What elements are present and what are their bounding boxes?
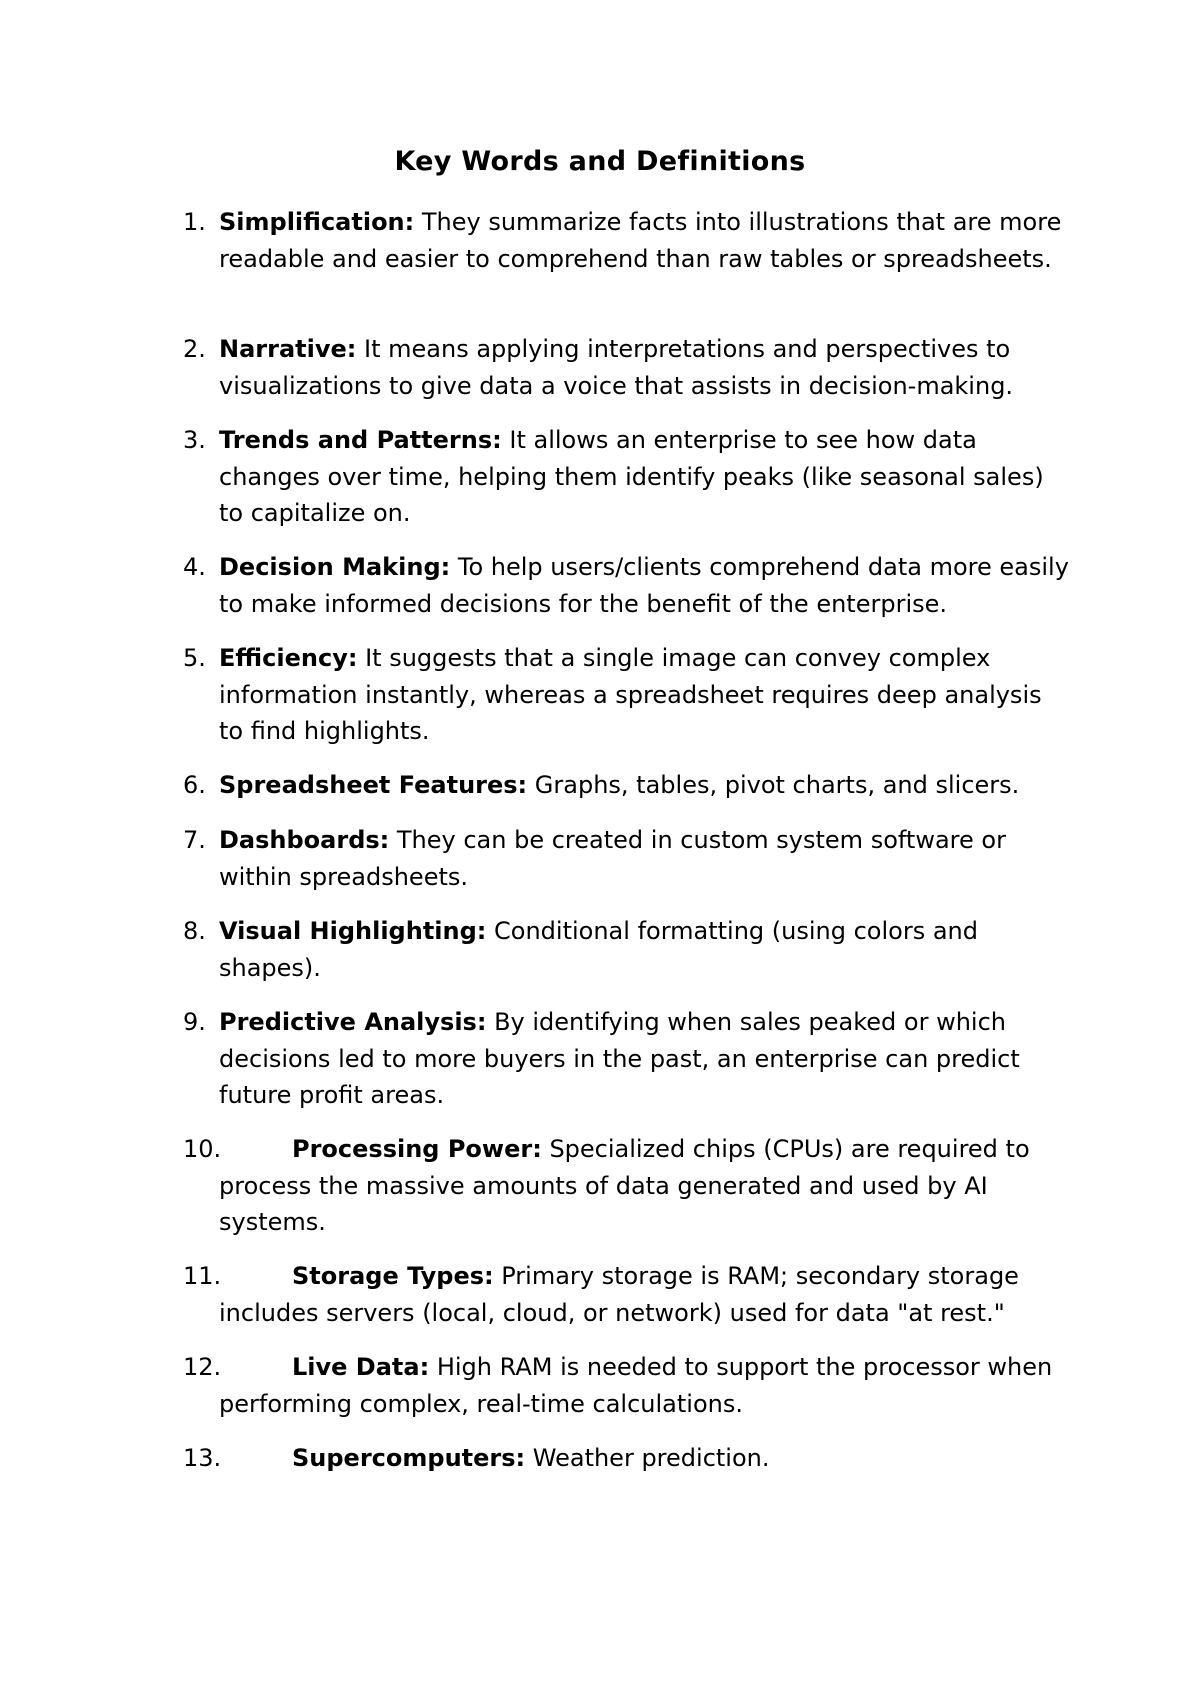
item-term: Visual Highlighting:: [219, 917, 487, 945]
item-definition: They summarize facts into illustrations that are more readable and easier to comprehend than raw tables or spreadsheets.: [219, 208, 1062, 273]
item-number: 1.: [183, 208, 206, 236]
item-number: 5.: [183, 644, 206, 672]
item-number: 13.: [183, 1444, 222, 1472]
item-term: Spreadsheet Features:: [219, 771, 528, 799]
item-number: 3.: [183, 426, 206, 454]
item-term: Efficiency:: [219, 644, 358, 672]
item-term: Simplification:: [219, 208, 415, 236]
item-term: Processing Power:: [292, 1135, 542, 1163]
item-definition: Graphs, tables, pivot charts, and slicers.: [534, 771, 1020, 799]
item-body: [219, 549, 1069, 622]
item-number: 2.: [183, 335, 206, 363]
item-definition: They can be created in custom system software or within spreadsheets.: [219, 826, 1006, 891]
document-title: Key Words and Definitions: [394, 146, 806, 177]
item-body: [219, 913, 1069, 986]
item-definition: High RAM is needed to support the processor when performing complex, real-time calculations.: [219, 1353, 1053, 1418]
item-number: 8.: [183, 917, 206, 945]
item-term: Trends and Patterns:: [219, 426, 502, 454]
item-body: [219, 1131, 1069, 1241]
item-number: 10.: [183, 1135, 222, 1163]
item-definition: It suggests that a single image can convey complex information instantly, whereas a spreadsheet requires deep analysis to find highlights.: [219, 644, 1042, 745]
item-body: [219, 1349, 1069, 1422]
item-body: [219, 204, 1069, 277]
item-term: Decision Making:: [219, 553, 451, 581]
item-definition: It allows an enterprise to see how data changes over time, helping them identify peaks (like seasonal sales) to capitalize on.: [219, 426, 1044, 527]
item-term: Live Data:: [292, 1353, 430, 1381]
item-number: 9.: [183, 1008, 206, 1036]
item-number: 6.: [183, 771, 206, 799]
item-body: [219, 640, 1069, 750]
item-term: Supercomputers:: [292, 1444, 526, 1472]
item-term: Predictive Analysis:: [219, 1008, 487, 1036]
item-term: Storage Types:: [292, 1262, 494, 1290]
item-body: [219, 331, 1069, 404]
item-number: 7.: [183, 826, 206, 854]
item-definition: To help users/clients comprehend data more easily to make informed decisions for the benefit of the enterprise.: [219, 553, 1069, 618]
item-body: [219, 1258, 1069, 1331]
item-definition: By identifying when sales peaked or which decisions led to more buyers in the past, an enterprise can predict future profit areas.: [219, 1008, 1020, 1109]
item-body: [219, 822, 1069, 895]
item-definition: Conditional formatting (using colors and shapes).: [219, 917, 978, 982]
item-term: Dashboards:: [219, 826, 390, 854]
item-body: [219, 1004, 1069, 1114]
item-term: Narrative:: [219, 335, 357, 363]
item-body: [219, 767, 1069, 804]
item-number: 4.: [183, 553, 206, 581]
item-definition: It means applying interpretations and perspectives to visualizations to give data a voice that assists in decision-making.: [219, 335, 1014, 400]
item-definition: Weather prediction.: [532, 1444, 770, 1472]
item-number: 11.: [183, 1262, 222, 1290]
item-body: [219, 1440, 1069, 1477]
item-body: [219, 422, 1069, 532]
item-number: 12.: [183, 1353, 222, 1381]
item-definition: Primary storage is RAM; secondary storage includes servers (local, cloud, or network) used for data "at rest.": [219, 1262, 1019, 1327]
item-definition: Specialized chips (CPUs) are required to process the massive amounts of data generated and used by AI systems.: [219, 1135, 1030, 1236]
